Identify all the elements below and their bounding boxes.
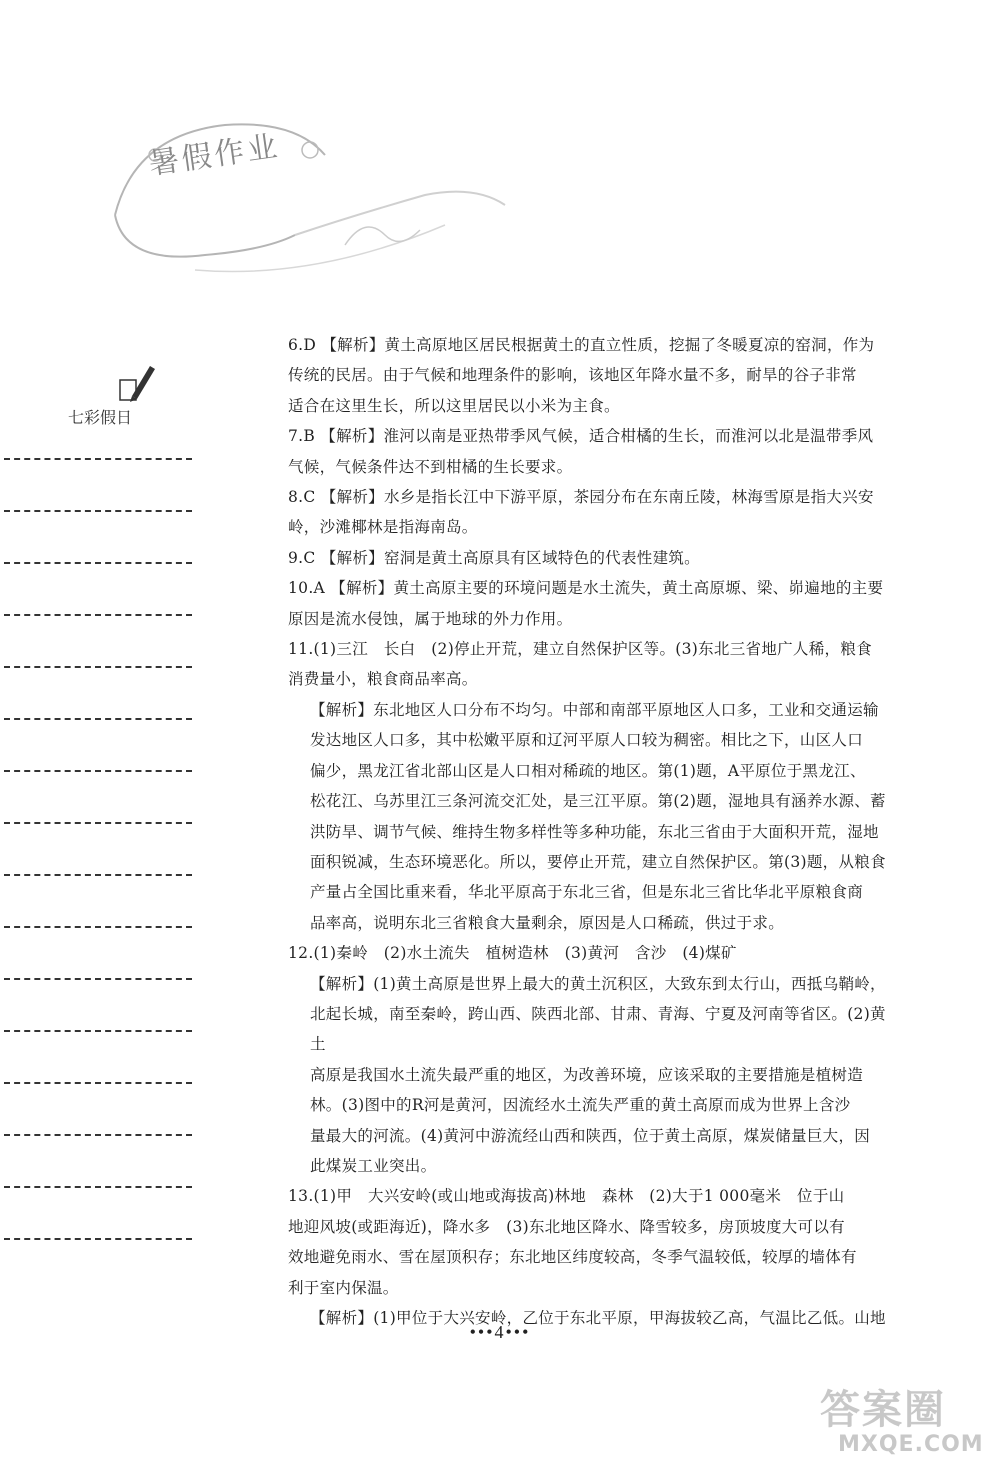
text-line: 地迎风坡(或距海近)，降水多 (3)东北地区降水、降雪较多，房顶坡度大可以有 xyxy=(288,1217,845,1236)
answer-6 xyxy=(288,330,888,421)
text-line: 偏少，黑龙江省北部山区是人口相对稀疏的地区。第(1)题，A平原位于黑龙江、 xyxy=(310,761,866,780)
answer-7 xyxy=(288,421,888,482)
pen-icon xyxy=(118,362,158,404)
analysis-11 xyxy=(288,695,888,938)
watermark-text: 答案圈 xyxy=(820,1387,946,1433)
answer-13 xyxy=(288,1181,888,1303)
answer-10 xyxy=(288,573,888,634)
note-line xyxy=(4,770,192,772)
note-line xyxy=(4,1186,192,1188)
text-line: 面积锐减，生态环境恶化。所以，要停止开荒，建立自然保护区。第(3)题，从粮食 xyxy=(310,852,886,871)
note-line xyxy=(4,510,192,512)
note-line xyxy=(4,926,192,928)
analysis-12 xyxy=(288,969,888,1182)
answer-content xyxy=(288,330,888,1333)
note-line xyxy=(4,562,192,564)
text-line: 发达地区人口多，其中松嫩平原和辽河平原人口较为稠密。相比之下，山区人口 xyxy=(310,731,864,750)
text-line: 北起长城，南至秦岭，跨山西、陕西北部、甘肃、青海、宁夏及河南等省区。(2)黄土 xyxy=(310,1004,886,1054)
text-line: 6.D 【解析】黄土高原地区居民根据黄土的直立性质，挖掘了冬暖夏凉的窑洞，作为 xyxy=(288,336,875,354)
note-line xyxy=(4,1134,192,1136)
text-line: 传统的民居。由于气候和地理条件的影响，该地区年降水量不多，耐旱的谷子非常 xyxy=(288,366,857,385)
note-line xyxy=(4,822,192,824)
note-line xyxy=(4,1030,192,1032)
text-line: 消费量小，粮食商品率高。 xyxy=(288,670,478,689)
text-line: 品率高，说明东北三省粮食大量剩余，原因是人口稀疏，供过于求。 xyxy=(310,913,785,932)
text-line: 9.C 【解析】窑洞是黄土高原具有区域特色的代表性建筑。 xyxy=(288,548,700,567)
text-line: 洪防旱、调节气候、维持生物多样性等多种功能，东北三省由于大面积开荒，湿地 xyxy=(310,822,879,841)
text-line: 岭，沙滩椰林是指海南岛。 xyxy=(288,518,478,537)
summer-homework-logo xyxy=(95,95,515,285)
note-line xyxy=(4,1082,192,1084)
text-line: 利于室内保温。 xyxy=(288,1278,399,1297)
text-line: 12.(1)秦岭 (2)水土流失 植树造林 (3)黄河 含沙 (4)煤矿 xyxy=(288,944,737,963)
note-line xyxy=(4,614,192,616)
text-line: 高原是我国水土流失最严重的地区，为改善环境，应该采取的主要措施是植树造 xyxy=(310,1065,864,1084)
text-line: 7.B 【解析】淮河以南是亚热带季风气候，适合柑橘的生长，而淮河以北是温带季风 xyxy=(288,427,874,446)
text-line: 【解析】东北地区人口分布不均匀。中部和南部平原地区人口多，工业和交通运输 xyxy=(310,700,879,719)
note-line xyxy=(4,1238,192,1240)
text-line: 【解析】(1)黄土高原是世界上最大的黄土沉积区，大致东到太行山，西抵乌鞘岭， xyxy=(310,974,886,993)
text-line: 此煤炭工业突出。 xyxy=(310,1156,437,1175)
text-line: 效地避免雨水、雪在屋顶积存；东北地区纬度较高，冬季气温较低，较厚的墙体有 xyxy=(288,1248,857,1267)
text-line: 产量占全国比重来看，华北平原高于东北三省，但是东北三省比华北平原粮食商 xyxy=(310,883,864,902)
text-line: 林。(3)图中的R河是黄河，因流经水土流失严重的黄土高原而成为世界上含沙 xyxy=(310,1096,851,1115)
note-line xyxy=(4,718,192,720)
sidebar-label: 七彩假日 xyxy=(68,408,133,427)
note-line xyxy=(4,978,192,980)
note-line xyxy=(4,874,192,876)
text-line: 量最大的河流。(4)黄河中游流经山西和陕西，位于黄土高原，煤炭储量巨大，因 xyxy=(310,1126,871,1145)
watermark-url: MXQE.COM xyxy=(838,1432,984,1457)
note-line xyxy=(4,666,192,668)
text-line: 适合在这里生长，所以这里居民以小米为主食。 xyxy=(288,396,620,415)
text-line: 8.C 【解析】水乡是指长江中下游平原，茶园分布在东南丘陵，林海雪原是指大兴安 xyxy=(288,488,874,507)
answer-8 xyxy=(288,482,888,543)
answer-12 xyxy=(288,938,888,968)
text-line: 松花江、乌苏里江三条河流交汇处，是三江平原。第(2)题，湿地具有涵养水源、蓄 xyxy=(310,792,886,811)
note-line xyxy=(4,458,192,460)
logo-title: 暑假作业 xyxy=(146,128,283,182)
text-line: 气候，气候条件达不到柑橘的生长要求。 xyxy=(288,457,573,476)
text-line: 10.A 【解析】黄土高原主要的环境问题是水土流失，黄土高原塬、梁、峁遍地的主要 xyxy=(288,579,884,598)
answer-11 xyxy=(288,634,888,695)
page-number: •••4••• xyxy=(469,1322,531,1342)
text-line: 13.(1)甲 大兴安岭(或山地或海拔高)林地 森林 (2)大于1 000毫米 位于山 xyxy=(288,1187,845,1206)
answer-9 xyxy=(288,543,888,573)
text-line: 原因是流水侵蚀，属于地球的外力作用。 xyxy=(288,609,573,628)
text-line: 【解析】(1)甲位于大兴安岭，乙位于东北平原，甲海拔较乙高，气温比乙低。山地 xyxy=(310,1309,886,1327)
text-line: 11.(1)三江 长白 (2)停止开荒，建立自然保护区等。(3)东北三省地广人稀，粮食 xyxy=(288,640,872,659)
